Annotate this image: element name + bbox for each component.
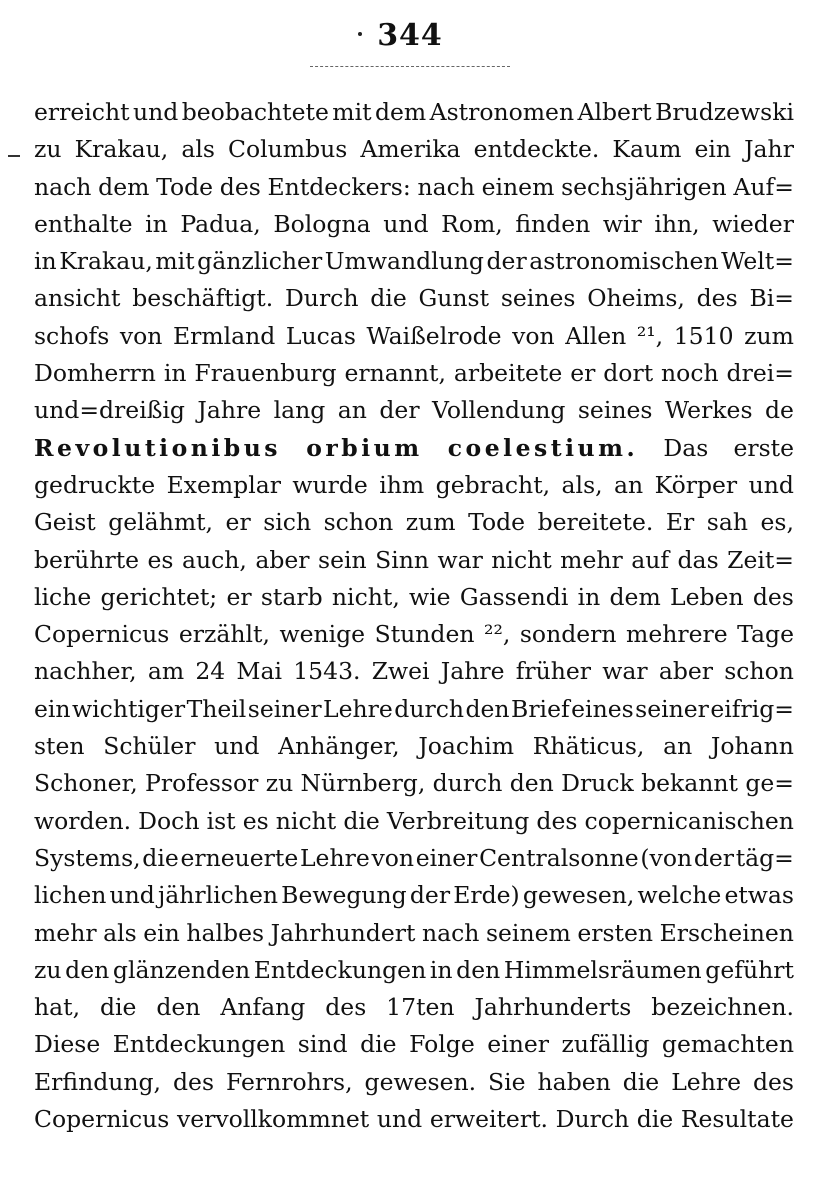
word: zu — [265, 769, 294, 798]
word: ihm — [379, 470, 425, 499]
word: es — [242, 806, 269, 835]
word: ein — [34, 694, 71, 723]
word: dem — [609, 582, 661, 611]
word: als — [103, 918, 137, 947]
word: Nürnberg, — [300, 769, 426, 798]
word: Erscheinen — [659, 918, 794, 947]
word: glänzenden — [112, 955, 251, 984]
word: Welt= — [721, 247, 794, 276]
word: ²¹, — [636, 321, 664, 350]
word: mit — [155, 247, 195, 276]
word: nicht, — [331, 582, 400, 611]
word: sechsjährigen — [561, 172, 727, 201]
word: sind — [297, 1030, 348, 1059]
text-line — [34, 732, 794, 769]
word: ein — [694, 135, 732, 164]
word: sondern — [519, 620, 617, 649]
word: Auf= — [733, 172, 794, 201]
word: sich — [263, 508, 312, 537]
word: mehr — [34, 918, 97, 947]
word: zu — [34, 135, 62, 164]
word: Er — [665, 508, 695, 537]
word: Joachim — [418, 732, 515, 761]
text-line — [34, 844, 794, 881]
word: Vollendung — [432, 396, 566, 425]
page-number: 344 — [377, 18, 443, 53]
word: sten — [34, 732, 85, 761]
word: starb — [260, 582, 323, 611]
word: und — [748, 470, 794, 499]
word: wenige — [279, 620, 366, 649]
text-line — [34, 322, 794, 359]
word: haben — [537, 1067, 611, 1096]
text-line — [34, 1030, 794, 1067]
word: dem — [374, 98, 427, 126]
word: Bewegung — [281, 881, 407, 910]
word: erweitert. — [429, 1105, 548, 1134]
word: Folge — [409, 1030, 475, 1059]
word: beobachtete — [181, 98, 329, 126]
word: auf — [631, 545, 670, 574]
word: sein — [318, 545, 367, 574]
word: Jahr — [744, 135, 794, 164]
word: aber — [255, 545, 310, 574]
word: Erfindung, — [34, 1067, 162, 1096]
text-line — [34, 508, 794, 545]
word: des — [752, 1067, 794, 1096]
word: ist — [206, 806, 236, 835]
word: seines — [500, 284, 576, 313]
word: seiner — [247, 694, 322, 723]
text-line — [34, 210, 794, 247]
word: Zwei — [371, 657, 430, 686]
word: von — [512, 321, 555, 350]
word: Jahrhunderts — [474, 993, 632, 1022]
word: etwas — [724, 881, 794, 910]
word: Ermland — [172, 321, 276, 350]
word: Gassendi — [459, 582, 569, 611]
word: zum — [405, 508, 456, 537]
word: erneuerte — [180, 843, 299, 872]
word: auch, — [181, 545, 247, 574]
word: liche — [34, 582, 92, 611]
text-line — [34, 1068, 794, 1105]
word: Anfang — [220, 993, 306, 1022]
word: ge= — [745, 769, 794, 798]
word: gerichtet; — [100, 582, 218, 611]
word: worden. — [34, 806, 132, 835]
word: Copernicus — [34, 1105, 170, 1134]
word: nachher, — [34, 657, 137, 686]
word: schon — [724, 657, 794, 686]
word: gänzlicher — [197, 247, 323, 276]
word: die — [636, 1105, 674, 1134]
word: Lehre — [299, 843, 370, 872]
text-line — [34, 881, 794, 918]
word: er — [226, 582, 252, 611]
word: Schüler — [103, 732, 196, 761]
text-line — [34, 284, 794, 321]
word: finden — [515, 209, 591, 238]
word: astronomischen — [529, 247, 719, 276]
word: den — [509, 769, 554, 798]
word: Centralsonne — [479, 843, 639, 872]
word: Doch — [138, 806, 200, 835]
word: Bologna — [273, 209, 371, 238]
word: eifrig= — [710, 694, 794, 723]
text-line — [34, 769, 794, 806]
word: gemachten — [661, 1030, 794, 1059]
word: an — [337, 396, 367, 425]
word: mit — [332, 98, 372, 126]
word: erreicht — [34, 98, 130, 126]
word: Entdeckers: — [267, 172, 411, 201]
word: das — [677, 545, 719, 574]
text-line — [34, 471, 794, 508]
word: wieder — [712, 209, 794, 238]
word: der — [693, 843, 734, 872]
word: und — [132, 98, 179, 126]
word: des — [536, 806, 578, 835]
word: lang — [273, 396, 326, 425]
word: gedruckte — [34, 470, 156, 499]
word: Anhänger, — [278, 732, 400, 761]
word: Entdeckungen — [112, 1030, 286, 1059]
word: von — [371, 843, 414, 872]
word: Lehre — [323, 694, 393, 723]
word: enthalte — [34, 209, 133, 238]
word: welche — [637, 881, 722, 910]
word: Körper — [654, 470, 738, 499]
word: orbium — [306, 433, 423, 462]
word: einem — [481, 172, 555, 201]
word: Systems, — [34, 843, 141, 872]
word: Krakau, — [74, 135, 169, 164]
word: Verbreitung — [386, 806, 530, 835]
word: Tage — [737, 620, 794, 649]
word: des — [173, 1067, 215, 1096]
word: Columbus — [228, 135, 348, 164]
word: Lehre — [671, 1067, 741, 1096]
word: den — [456, 955, 501, 984]
word: ²², — [484, 620, 511, 649]
word: und=dreißig — [34, 396, 185, 425]
word: und — [214, 732, 260, 761]
word: und — [376, 1105, 423, 1134]
word: als, — [561, 470, 603, 499]
word: Kaum — [612, 135, 682, 164]
text-line-latin-title — [34, 434, 794, 471]
word: schofs — [34, 321, 110, 350]
word: Das — [663, 433, 709, 462]
text-line — [34, 247, 794, 284]
word: Tode — [156, 172, 214, 201]
word: noch — [661, 359, 719, 388]
word: die — [343, 806, 380, 835]
word: des — [325, 993, 367, 1022]
word: halbes — [186, 918, 265, 947]
word: 1543. — [293, 657, 361, 686]
word: Jahre — [440, 657, 505, 686]
word: Schoner, — [34, 769, 138, 798]
word: hat, — [34, 993, 81, 1022]
word: gewesen. — [364, 1067, 477, 1096]
word: lichen — [34, 881, 107, 910]
word: täg= — [735, 843, 794, 872]
word: wie — [409, 582, 451, 611]
text-line — [34, 546, 794, 583]
word: Albert — [577, 98, 652, 126]
word: in — [577, 582, 601, 611]
word: die — [142, 843, 179, 872]
text-line — [34, 919, 794, 956]
text-line — [34, 620, 794, 657]
word: einer — [487, 1030, 549, 1059]
word: dem — [98, 172, 150, 201]
word: bekannt — [641, 769, 738, 798]
word: und — [383, 209, 429, 238]
word: in — [145, 209, 168, 238]
word: Rom, — [441, 209, 503, 238]
word: erste — [733, 433, 794, 462]
word: es, — [760, 508, 794, 537]
word: Padua, — [180, 209, 261, 238]
text-line — [34, 583, 794, 620]
word: der — [486, 247, 527, 276]
word: des — [219, 172, 261, 201]
text-line — [34, 98, 794, 135]
word: Mai — [236, 657, 283, 686]
word: nach — [34, 172, 92, 201]
word: mehrere — [626, 620, 728, 649]
word: Durch — [555, 1105, 630, 1134]
word: berührte — [34, 545, 140, 574]
word: der — [409, 881, 451, 910]
word: schon — [323, 508, 394, 537]
word: Umwandlung — [324, 247, 484, 276]
word: Rhäticus, — [532, 732, 645, 761]
word: die — [370, 284, 407, 313]
word: war — [437, 545, 483, 574]
word: zufällig — [561, 1030, 650, 1059]
word: dort — [603, 359, 654, 388]
word: nach — [417, 172, 475, 201]
word: Allen — [565, 321, 627, 350]
text-line — [34, 993, 794, 1030]
word: Himmelsräumen — [503, 955, 702, 984]
word: von — [119, 321, 163, 350]
text-line — [34, 695, 794, 732]
word: wichtiger — [72, 694, 186, 723]
word: in — [34, 247, 57, 276]
word: Jahre — [197, 396, 262, 425]
word: in — [429, 955, 453, 984]
word: Professor — [145, 769, 259, 798]
word: und — [109, 881, 155, 910]
header-rule — [310, 66, 510, 67]
word: ernannt, — [344, 359, 446, 388]
word: entdeckte. — [473, 135, 600, 164]
word: die — [360, 1030, 397, 1059]
word: Johann — [710, 732, 794, 761]
word: an — [663, 732, 693, 761]
word: durch — [394, 694, 465, 723]
word: in — [163, 359, 187, 388]
text-line — [34, 807, 794, 844]
word: ein — [143, 918, 180, 947]
word: wir — [602, 209, 642, 238]
text-line — [34, 359, 794, 396]
word: ansicht — [34, 284, 121, 313]
word: Sinn — [375, 545, 429, 574]
word: Waißelrode — [366, 321, 502, 350]
word: den — [465, 694, 510, 723]
word: seiner — [635, 694, 709, 723]
word: Zeit= — [727, 545, 794, 574]
word: er — [225, 508, 251, 537]
word: Jahrhundert — [270, 918, 416, 947]
word: durch — [432, 769, 503, 798]
word: nicht — [491, 545, 552, 574]
word: Theil — [186, 694, 247, 723]
word: Bi= — [749, 284, 794, 313]
word: war — [602, 657, 648, 686]
word: ersten — [577, 918, 654, 947]
word: (von — [640, 843, 693, 872]
word: gewesen, — [522, 881, 635, 910]
word: die — [99, 993, 137, 1022]
word: jährlichen — [157, 881, 279, 910]
word: drei= — [726, 359, 794, 388]
word: die — [622, 1067, 660, 1096]
text-line — [34, 396, 794, 433]
word: er — [570, 359, 596, 388]
word: Werkes — [664, 396, 753, 425]
word: mehr — [560, 545, 623, 574]
word: Durch — [284, 284, 359, 313]
word: an — [614, 470, 644, 499]
word: Copernicus — [34, 620, 170, 649]
word: 24 — [195, 657, 226, 686]
word: 1510 — [673, 321, 734, 350]
word: Leben — [670, 582, 744, 611]
word: de — [764, 396, 794, 425]
word: Brief — [511, 694, 570, 723]
word: Astronomen — [429, 98, 575, 126]
word: nicht — [275, 806, 337, 835]
word: seinem — [485, 918, 571, 947]
word: des — [696, 284, 738, 313]
word: Lucas — [285, 321, 356, 350]
text-line — [34, 657, 794, 694]
text-line — [34, 135, 794, 172]
word: arbeitete — [453, 359, 563, 388]
word: 17ten — [386, 993, 455, 1022]
word: Stunden — [374, 620, 475, 649]
body-text — [34, 98, 794, 1142]
word: sah — [706, 508, 748, 537]
text-line — [34, 1105, 794, 1142]
word: Frauenburg — [194, 359, 337, 388]
word: nach — [421, 918, 480, 947]
word: Fernrohrs, — [225, 1067, 353, 1096]
word: wurde — [292, 470, 368, 499]
word: copernicanischen — [584, 806, 794, 835]
word: es — [147, 545, 174, 574]
word: zu — [34, 955, 62, 984]
word: zum — [744, 321, 794, 350]
word: bereitete. — [537, 508, 654, 537]
word: aber — [658, 657, 714, 686]
word: Amerika — [360, 135, 461, 164]
margin-mark — [8, 155, 20, 157]
word: Oheims, — [587, 284, 685, 313]
word: am — [147, 657, 185, 686]
word: Druck — [561, 769, 634, 798]
word: als — [181, 135, 215, 164]
word: den — [65, 955, 110, 984]
text-line — [34, 173, 794, 210]
word: bezeichnen. — [651, 993, 794, 1022]
word: Domherrn — [34, 359, 156, 388]
word: Sie — [488, 1067, 526, 1096]
word: Gunst — [418, 284, 490, 313]
word: der — [379, 396, 420, 425]
word: gebracht, — [435, 470, 551, 499]
word: Exemplar — [166, 470, 281, 499]
word: Brudzewski — [655, 98, 794, 126]
word: Revolutionibus — [34, 433, 282, 462]
word: coelestium. — [447, 433, 639, 462]
word: geführt — [705, 955, 794, 984]
word: Entdeckungen — [253, 955, 427, 984]
text-line — [34, 956, 794, 993]
word: eines — [571, 694, 634, 723]
word: vervollkommnet — [176, 1105, 370, 1134]
word: Erde) — [453, 881, 520, 910]
word: früher — [515, 657, 592, 686]
word: beschäftigt. — [132, 284, 274, 313]
word: ihn, — [654, 209, 700, 238]
word: Diese — [34, 1030, 101, 1059]
word: Tode — [468, 508, 526, 537]
word: Krakau, — [59, 247, 153, 276]
word: einer — [415, 843, 478, 872]
word: seines — [577, 396, 653, 425]
word: erzählt, — [178, 620, 270, 649]
word: Geist — [34, 508, 96, 537]
word: des — [752, 582, 794, 611]
word: Resultate — [680, 1105, 794, 1134]
word: gelähmt, — [108, 508, 214, 537]
word: den — [156, 993, 201, 1022]
